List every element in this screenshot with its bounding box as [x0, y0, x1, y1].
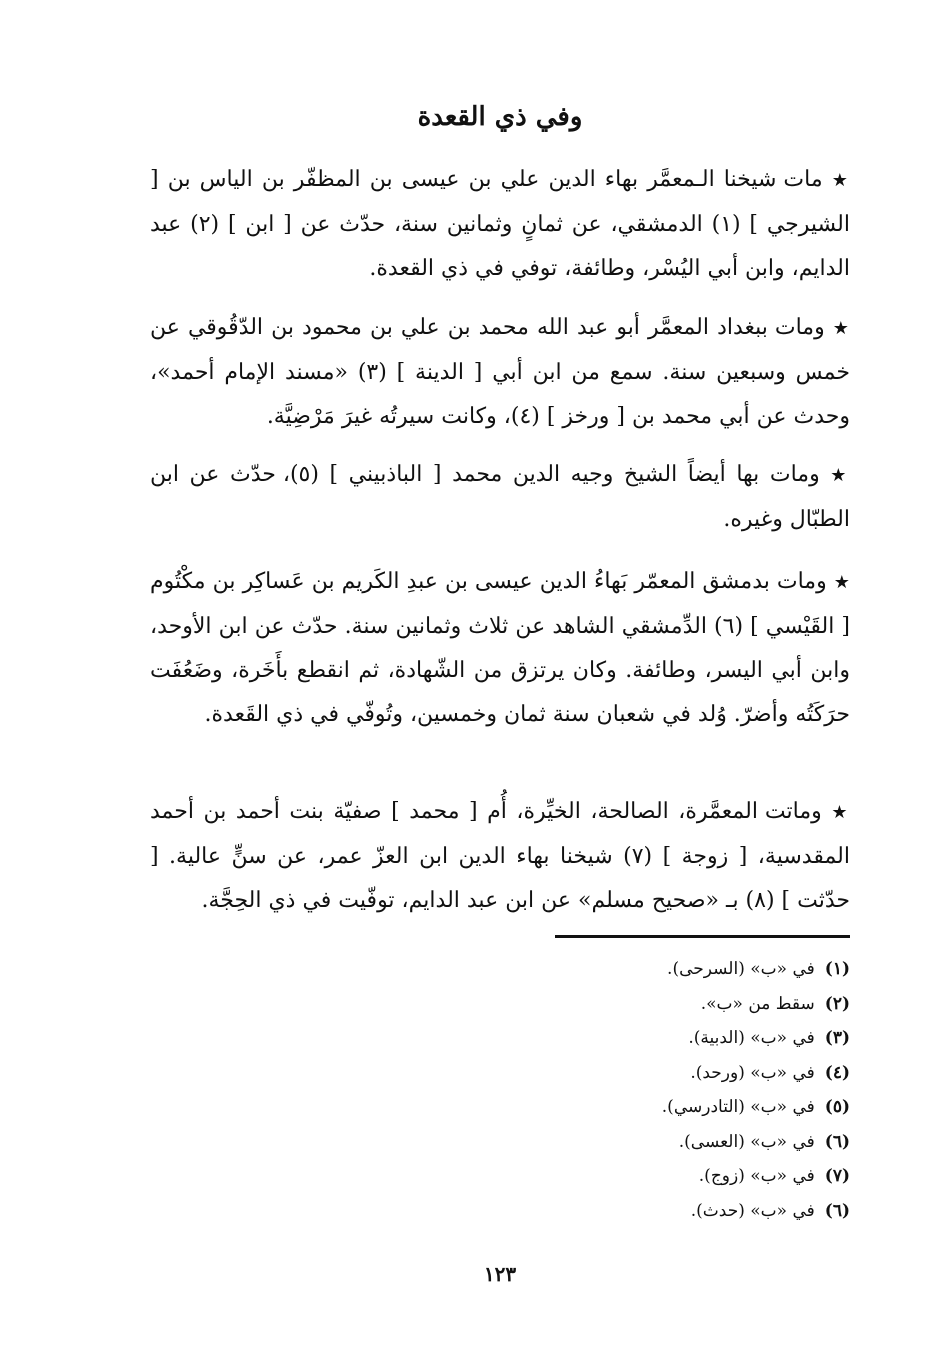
footnote-text: في «ب» (العسى).	[678, 1131, 815, 1152]
footnote-item	[430, 1090, 850, 1125]
footnote-text: في «ب» (التادرسي).	[661, 1097, 815, 1117]
footnote-number: (٦)	[824, 1200, 850, 1221]
entry-text: ومات بها أيضاً الشيخ وجيه الدين محمد [ الباذبيني ] (٥)، حدّث عن ابن الطبّال وغيره.	[150, 462, 850, 532]
footnote-item	[430, 1021, 850, 1056]
footnote-text: سقط من «ب».	[700, 993, 815, 1014]
footnote-number: (٣)	[824, 1028, 850, 1048]
star-icon: ★	[833, 572, 850, 593]
entry-text: مات شيخنا الـمعمَّر بهاء الدين علي بن عيسى بن المظفّر بن الياس بن [ الشيرجي ] (١) الدمشقي، عن ثمانٍ وثمانين سنة، حدّث عن [ ابن ] (٢) عبد الدايم، وابن أبي اليُسْر، وطائفة، توفي في ذي القعدة.	[150, 167, 850, 281]
footnote-number: (١)	[824, 959, 850, 979]
entry-text: ومات بدمشق المعمّر بَهاءُ الدين عيسى بن عبدِ الكَريم بن عَساكِر بن مكْتُوم [ القَيْسي ] (٦) الدِّمشقي الشاهد عن ثلاث وثمانين سنة. حدّث عن ابن الأوحد، وابن أبي اليسر، وطائفة. وكان يرتزق من الشّهادة، ثم انقطع بأَخَرة، وضَعُفَت حرَكَتُه وأضرّ. وُلد في شعبان سنة ثمان وخمسين، وتُوفّي في ذي القَعدة.	[150, 569, 850, 727]
entry-paragraph-2	[150, 306, 850, 439]
entry-paragraph-4	[150, 560, 850, 737]
entry-text: ومات ببغداد المعمَّر أبو عبد الله محمد بن علي بن محمود بن الدّقُوقي عن خمس وسبعين سنة. سمع من ابن أبي [ الدينة ] (٣) «مسند الإمام أحمد»، وحدث عن أبي محمد بن [ ورخز ] (٤)، وكانت سيرتُه غيرَ مَرْضِيَّة.	[150, 315, 850, 429]
book-page	[150, 0, 850, 1356]
page-number: ١٢٣	[483, 1262, 517, 1286]
footnote-item	[430, 952, 850, 987]
footnote-number: (٢)	[824, 993, 850, 1014]
footnote-divider	[555, 935, 850, 938]
entry-paragraph-5	[150, 790, 850, 923]
section-heading: وفي ذي القعدة	[417, 102, 583, 132]
footnote-item	[430, 1194, 850, 1229]
star-icon: ★	[831, 170, 850, 191]
footnote-item	[430, 1056, 850, 1091]
star-icon: ★	[831, 802, 851, 823]
footnote-number: (٧)	[824, 1166, 850, 1186]
footnote-text: في «ب» (زوج).	[698, 1166, 815, 1186]
footnote-item	[430, 1125, 850, 1160]
star-icon: ★	[830, 465, 850, 486]
footnote-item	[430, 987, 850, 1022]
footnote-number: (٦)	[824, 1131, 850, 1152]
entry-paragraph-1	[150, 158, 850, 291]
footnote-text: في «ب» (حدث).	[690, 1200, 815, 1221]
star-icon: ★	[832, 318, 851, 339]
footnote-text: في «ب» (السرحى).	[667, 959, 815, 979]
footnote-item	[430, 1159, 850, 1194]
footnote-text: في «ب» (الدبية).	[688, 1028, 815, 1048]
footnotes-list	[430, 952, 850, 1228]
footnote-text: في «ب» (ورحد).	[690, 1062, 815, 1083]
footnote-number: (٤)	[824, 1062, 850, 1083]
entry-paragraph-3	[150, 453, 850, 542]
footnote-number: (٥)	[824, 1097, 850, 1117]
entry-text: وماتت المعمَّرة، الصالحة، الخيِّرة، أُم [ محمد ] صفيّة بنت أحمد بن أحمد المقدسية، [ زوجة ] (٧) شيخنا بهاء الدين ابن العزّ عمر، عن سنٍّ عالية. [ حدّثت ] (٨) بـ «صحيح مسلم» عن ابن عبد الدايم، توفّيت في ذي الحِجَّة.	[150, 799, 850, 913]
